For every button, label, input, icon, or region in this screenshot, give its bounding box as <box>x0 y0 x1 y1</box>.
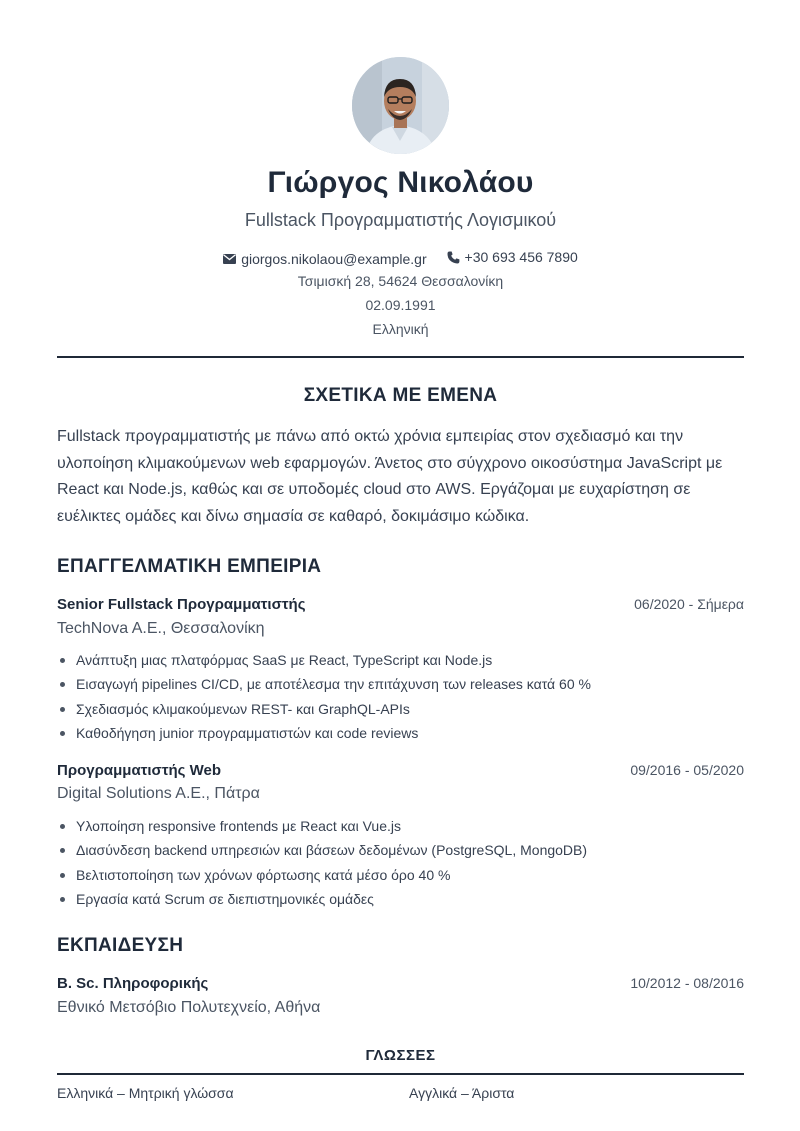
profile-photo <box>352 57 449 154</box>
school-name: Εθνικό Μετσόβιο Πολυτεχνείο, Αθήνα <box>57 999 321 1016</box>
email-item[interactable] <box>223 251 426 267</box>
degree-title: B. Sc. Πληροφορικής <box>57 975 209 992</box>
language-item: Ελληνικά – Μητρική γλώσσα <box>57 1085 234 1101</box>
resume-page <box>57 0 744 1131</box>
phone-item[interactable] <box>447 249 578 265</box>
languages-heading: ΓΛΩΣΣΕΣ <box>365 1047 436 1064</box>
job-bullets <box>57 814 744 911</box>
job-dates: 09/2016 - 05/2020 <box>630 762 744 778</box>
birthdate: 02.09.1991 <box>365 297 436 313</box>
list-item: Σχεδιασμός κλιμακούμενων REST- και GraphQL-APIs <box>57 697 744 721</box>
job-title: Προγραμματιστής Web <box>57 762 222 779</box>
list-item: Διασύνδεση backend υπηρεσιών και βάσεων δεδομένων (PostgreSQL, MongoDB) <box>57 838 744 862</box>
languages-divider <box>57 1073 744 1075</box>
list-item: Εργασία κατά Scrum σε διεπιστημονικές ομάδες <box>57 887 744 911</box>
person-name: Γιώργος Νικολάου <box>267 166 534 199</box>
about-heading: ΣΧΕΤΙΚΑ ΜΕ ΕΜΕΝΑ <box>303 385 498 406</box>
phone-icon <box>447 251 460 264</box>
job-title: Senior Fullstack Προγραμματιστής <box>57 596 306 613</box>
job-company: Digital Solutions A.E., Πάτρα <box>57 785 260 802</box>
job-bullets <box>57 648 744 745</box>
phone-text: +30 693 456 7890 <box>464 249 578 265</box>
list-item: Βελτιστοποίηση των χρόνων φόρτωσης κατά μέσο όρο 40 % <box>57 863 744 887</box>
experience-heading: ΕΠΑΓΓΕΛΜΑΤΙΚΗ ΕΜΠΕΙΡΙΑ <box>57 556 322 577</box>
language-item: Αγγλικά – Άριστα <box>409 1085 515 1101</box>
list-item: Υλοποίηση responsive frontends με React και Vue.js <box>57 814 744 838</box>
email-text: giorgos.nikolaou@example.gr <box>241 250 427 267</box>
about-text: Fullstack προγραμματιστής με πάνω από οκτώ χρόνια εμπειρίας στον σχεδιασμό και την υλοποίηση κλιμακούμενων web εφαρμογών. Άνετος στο σύγχρονο οικοσύστημα JavaScript με React και Node.js, καθώς και σε υποδομές cloud στο AWS. Εργάζομαι με ευχαρίστηση σε ευέλικτες ομάδες και δίνω σημασία σε καθαρό, δοκιμάσιμο κώδικα. <box>57 428 723 525</box>
contact-row <box>57 249 744 267</box>
job-company: TechNova A.E., Θεσσαλονίκη <box>57 620 265 637</box>
envelope-icon <box>223 254 236 264</box>
list-item: Εισαγωγή pipelines CI/CD, με αποτέλεσμα την επιτάχυνση των releases κατά 60 % <box>57 672 744 696</box>
nationality: Ελληνική <box>372 321 429 337</box>
list-item: Καθοδήγηση junior προγραμματιστών και code reviews <box>57 721 744 745</box>
education-dates: 10/2012 - 08/2016 <box>630 975 744 991</box>
job-role: Fullstack Προγραμματιστής Λογισμικού <box>244 210 557 230</box>
list-item: Ανάπτυξη μιας πλατφόρμας SaaS με React, TypeScript και Node.js <box>57 648 744 672</box>
education-heading: ΕΚΠΑΙΔΕΥΣΗ <box>57 935 184 956</box>
job-dates: 06/2020 - Σήμερα <box>634 596 744 612</box>
address: Τσιμισκή 28, 54624 Θεσσαλονίκη <box>297 273 504 289</box>
header-divider <box>57 356 744 358</box>
